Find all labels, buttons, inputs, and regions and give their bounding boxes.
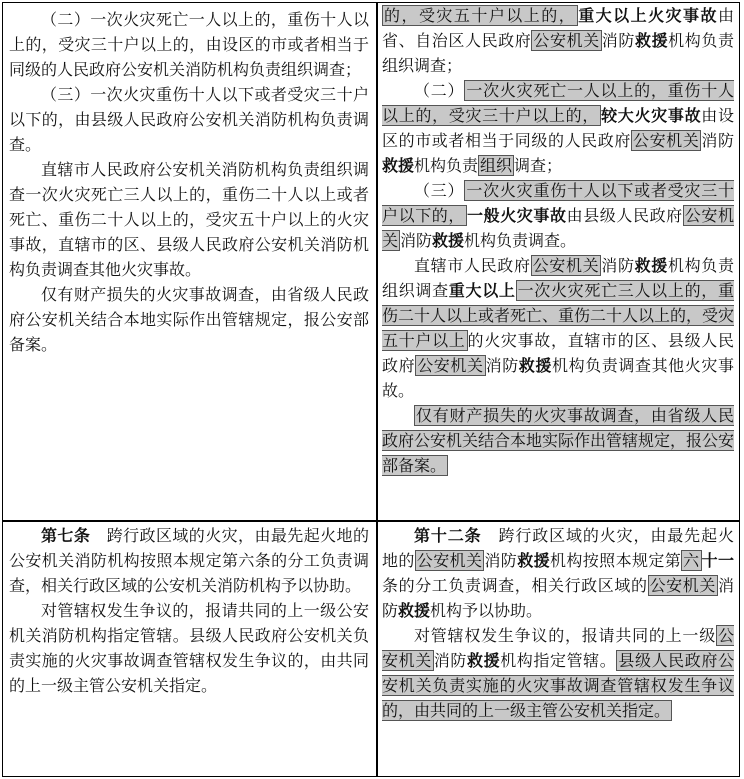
clause-text: 机构负责调查。 <box>464 231 577 250</box>
deleted-text: 一次火灾重伤十人以下或者受灾三十户以下的， <box>382 181 734 225</box>
clause-text: 消防 <box>433 651 467 670</box>
new-article-12 <box>382 523 734 623</box>
added-text: 救援 <box>467 651 501 670</box>
deleted-text: 一次火灾死亡一人以上的，重伤十人以上的，受灾三十户以上的， <box>382 81 734 125</box>
old-clause-2: （二）一次火灾死亡一人以上的，重伤十人以上的，受灾三十户以上的，由设区的市或者相当于同级的人民政府公安机关消防机构负责组织调查； <box>9 10 369 79</box>
clause-text: 消防 <box>701 131 734 150</box>
article-number: 第七条 <box>41 526 91 545</box>
new-text-bottom-cell <box>382 523 734 723</box>
clause-text: 机构指定管辖。 <box>500 651 617 670</box>
added-text: 救援 <box>432 231 465 250</box>
article-number: 第十二条 <box>414 526 482 545</box>
new-clause-2 <box>382 78 734 178</box>
clause-text: 由省、自治区人民政府 <box>382 6 734 50</box>
added-text: 救援 <box>517 551 550 570</box>
deleted-text: 公安机关 <box>532 256 600 275</box>
old-paragraph-municipality: 直辖市人民政府公安机关消防机构负责组织调查一次火灾死亡三人以上的，重伤二十人以上或者死亡、重伤二十人以上的，受灾五十户以上的火灾事故，直辖市的区、县级人民政府公安机关消防机构负责调查其他火灾事故。 <box>9 160 369 279</box>
deleted-text: 一次火灾死亡三人以上的，重伤二十人以上或者死亡、重伤二十人以上的，受灾五十户以上 <box>382 281 735 350</box>
deleted-text: 组织 <box>480 156 513 175</box>
deleted-text: 公安机关 <box>533 31 600 50</box>
deleted-text: 的，受灾五十户以上的， <box>384 6 577 25</box>
added-text: 救援 <box>518 356 552 375</box>
deleted-text: 公安机关 <box>416 551 483 570</box>
clause-text: 跨行政区域的火灾，由最先起火地的公安机关消防机构按照本规定第六条的分工负责调查，相关行政区域的公安机关消防机构予以协助。 <box>9 526 369 595</box>
clause-text: 消防 <box>601 256 635 275</box>
clause-text: 跨行政区域的火灾，由最先起火地的 <box>382 526 734 570</box>
row-divider <box>3 520 739 522</box>
clause-text: 直辖市人民政府 <box>414 256 531 275</box>
column-divider <box>376 3 378 776</box>
old-clause-3: （三）一次火灾重伤十人以下或者受灾三十户以下的，由县级人民政府公安机关消防机构负责调查。 <box>9 85 369 154</box>
added-text: 十一 <box>701 551 734 570</box>
clause-text: 机构负责组织调查； <box>382 31 734 75</box>
clause-text: 机构负责 <box>414 156 479 175</box>
clause-text: 机构予以协助。 <box>430 601 543 620</box>
deleted-text: 公安机关 <box>417 356 484 375</box>
clause-text: 条的分工负责调查，相关行政区域的 <box>382 576 648 595</box>
deleted-text: 仅有财产损失的火灾事故调查，由省级人民政府公安机关结合本地实际作出管辖规定，报公安部备案。 <box>382 406 735 475</box>
clause-text: 消防 <box>601 31 635 50</box>
old-article-7 <box>9 523 369 598</box>
added-text: 救援 <box>398 601 431 620</box>
old-paragraph-property-loss: 仅有财产损失的火灾事故调查，由省级人民政府公安机关结合本地实际作出管辖规定，报公安部备案。 <box>9 285 369 354</box>
deleted-text: 公安机关 <box>649 576 716 595</box>
clause-text: 消防 <box>400 231 433 250</box>
comparison-table <box>2 2 740 777</box>
clause-text: 机构负责组织调查 <box>382 256 734 300</box>
added-text: 救援 <box>634 256 668 275</box>
old-text-top-cell <box>9 7 369 357</box>
added-text: 较大火灾事故 <box>601 106 702 125</box>
clause-text: 由设区的市或者相当于同级的人民政府 <box>382 106 734 150</box>
new-clause-1-tail <box>382 3 734 78</box>
clause-text: 由县级人民政府 <box>566 206 683 225</box>
deleted-text: 公安机关 <box>632 131 700 150</box>
added-text: 重大以上 <box>448 281 516 300</box>
old-text-bottom-cell <box>9 523 369 698</box>
new-paragraph-municipality <box>382 253 734 403</box>
deleted-text: 六 <box>683 551 700 570</box>
added-text: 重大以上火灾事故 <box>578 6 718 25</box>
new-text-top-cell <box>382 3 734 478</box>
clause-number: （三） <box>414 181 465 200</box>
clause-text: 调查； <box>514 156 563 175</box>
deleted-text: 公安机关 <box>382 626 734 670</box>
new-paragraph-property-loss <box>382 403 734 478</box>
clause-number: （二） <box>414 81 465 100</box>
clause-text: 机构负责调查其他火灾事故。 <box>382 356 734 400</box>
added-text: 救援 <box>382 156 415 175</box>
old-article-7-para-2: 对管辖权发生争议的，报请共同的上一级公安机关消防机构指定管辖。县级人民政府公安机关负责实施的火灾事故调查管辖权发生争议的，由共同的上一级主管公安机关指定。 <box>9 601 369 695</box>
clause-text: 消防 <box>484 551 518 570</box>
added-text: 一般火灾事故 <box>467 206 567 225</box>
new-clause-3 <box>382 178 734 253</box>
clause-text: 消防 <box>485 356 519 375</box>
deleted-text: 县级人民政府公安机关负责实施的火灾事故调查管辖权发生争议的，由共同的上一级主管公安机关指定。 <box>382 651 734 720</box>
new-article-12-para-2 <box>382 623 734 723</box>
added-text: 救援 <box>634 31 669 50</box>
clause-text: 的火灾事故，直辖市的区、县级人民政府 <box>382 331 734 375</box>
deleted-text: 公安机关 <box>382 206 734 250</box>
clause-text: 机构按照本规定第 <box>549 551 682 570</box>
clause-text: 对管辖权发生争议的，报请共同的上一级 <box>414 626 716 645</box>
clause-text: 消防 <box>382 576 734 620</box>
